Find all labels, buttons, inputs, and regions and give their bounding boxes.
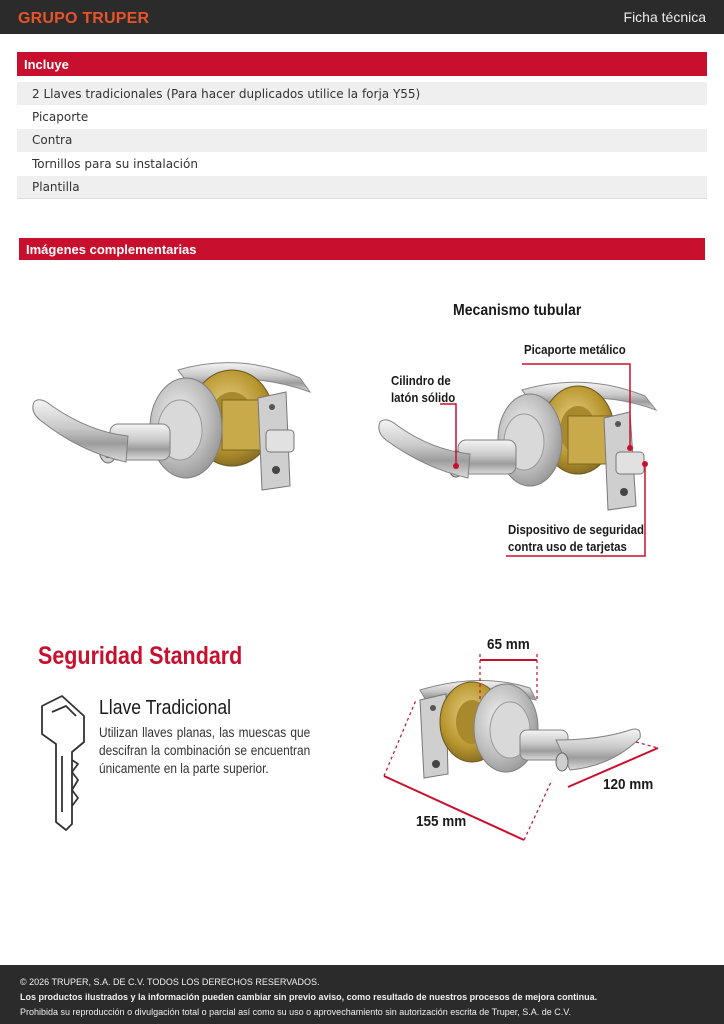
key-icon — [42, 696, 84, 830]
list-item: Plantilla — [17, 176, 707, 199]
list-item: Contra — [17, 129, 707, 152]
footer-copyright: © 2026 TRUPER, S.A. DE C.V. TODOS LOS DERECHOS RESERVADOS. — [20, 977, 320, 987]
dimension-top: 65 mm — [487, 636, 530, 653]
label-cylinder — [391, 372, 455, 406]
footer-notice: Los productos ilustrados y la información pueden cambiar sin previo aviso, como resultado de nuestros procesos de mejora continua. — [20, 992, 598, 1002]
images-section-title: Imágenes complementarias — [19, 238, 705, 260]
footer — [0, 965, 724, 1024]
key-title: Llave Tradicional — [99, 697, 232, 719]
label-cylinder-line1: Cilindro de — [391, 373, 451, 388]
mechanism-title: Mecanismo tubular — [453, 302, 582, 319]
list-item: Picaporte — [17, 105, 707, 128]
footer-prohibition: Prohibida su reproducción o divulgación total o parcial así como su uso o aprovechamiento sin autorización escrita de Truper, S.A. de C.V. — [20, 1007, 571, 1017]
lock-image-left — [33, 363, 310, 490]
key-description: Utilizan llaves planas, las muescas que descifran la combinación se encuentran únicamente en la parte superior. — [99, 725, 311, 776]
label-security-device — [508, 521, 644, 555]
security-title: Seguridad Standard — [38, 642, 243, 670]
document-type: Ficha técnica — [623, 9, 706, 25]
label-device-line2: contra uso de tarjetas — [508, 539, 627, 554]
list-item: 2 Llaves tradicionales (Para hacer duplicados utilice la forja Y55) — [17, 82, 707, 105]
includes-section-title: Incluye — [17, 52, 707, 76]
label-latch: Picaporte metálico — [524, 342, 626, 357]
label-cylinder-line2: latón sólido — [391, 390, 456, 405]
list-item: Tornillos para su instalación — [17, 152, 707, 175]
brand-logo: GRUPO TRUPER — [18, 10, 150, 27]
dimension-right: 120 mm — [603, 776, 654, 793]
label-device-line1: Dispositivo de seguridad — [508, 522, 645, 537]
dimension-bottom: 155 mm — [416, 813, 467, 830]
